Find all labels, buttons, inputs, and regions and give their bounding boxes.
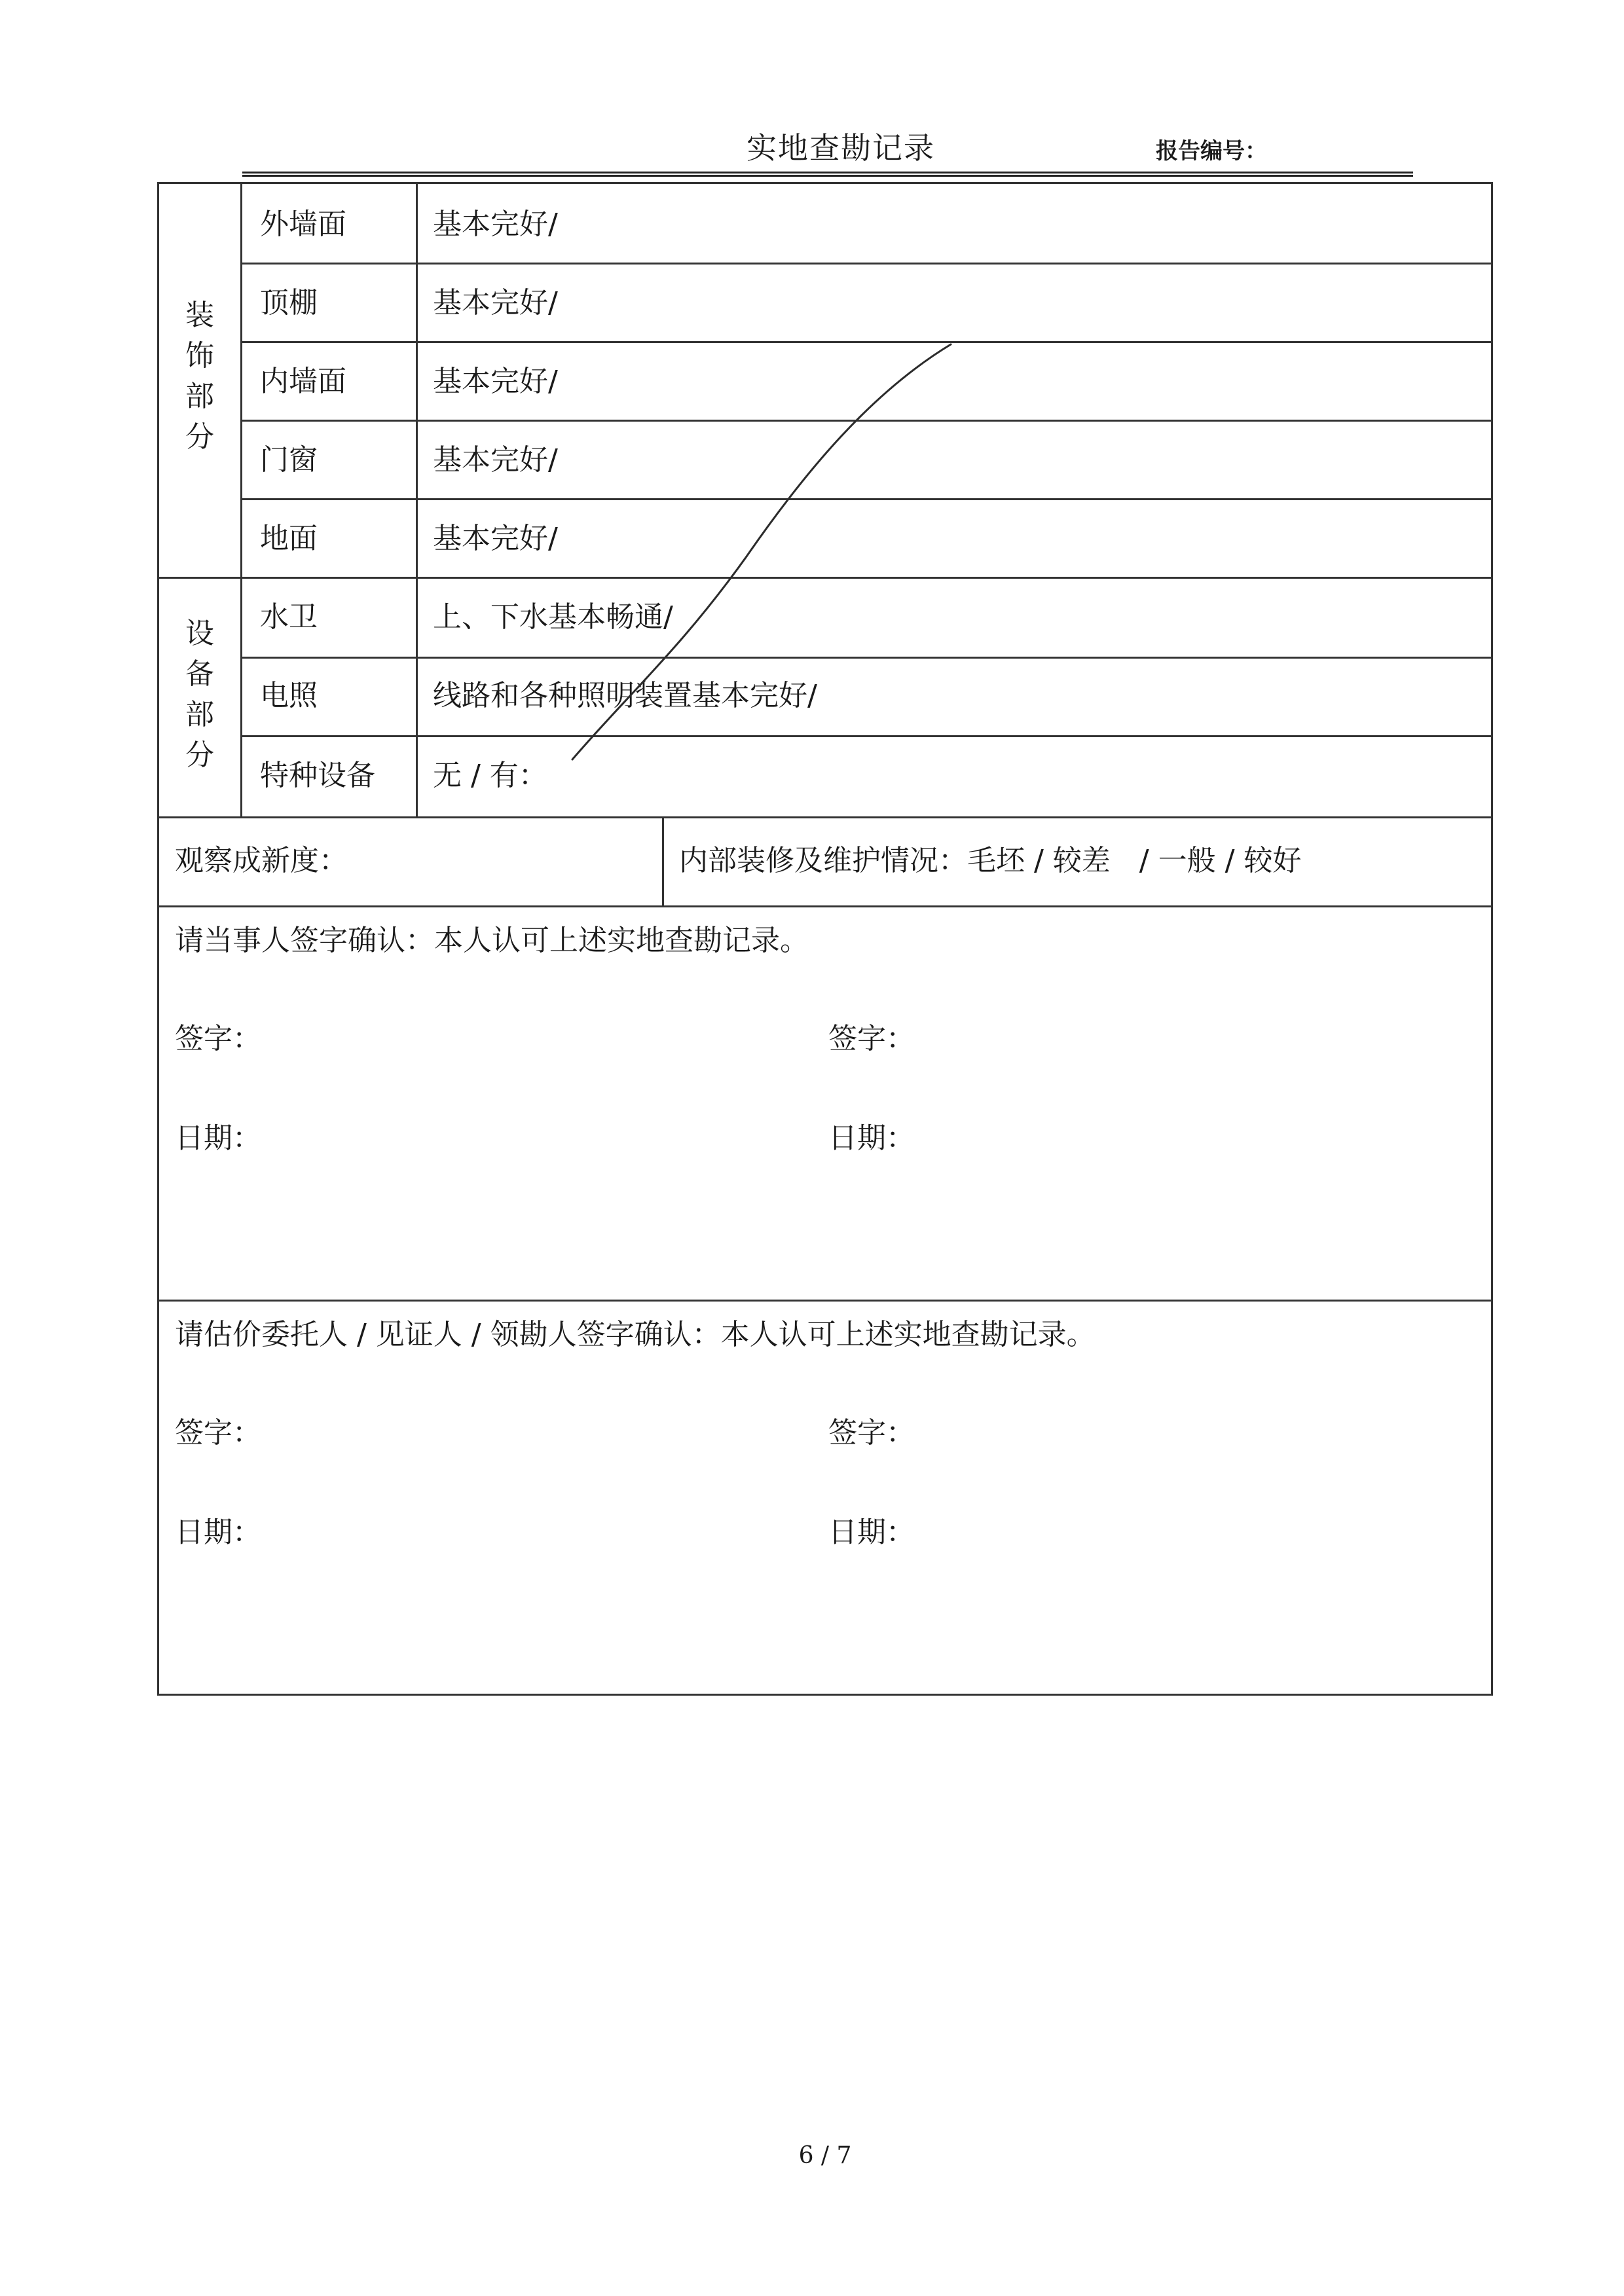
newness-label: 观察成新度：	[175, 844, 348, 877]
item-special-equipment: 特种设备	[260, 759, 375, 792]
value-interior-wall: 基本完好/	[433, 365, 558, 398]
group-label-char: 分	[185, 738, 214, 772]
report-number-label: 报告编号：	[1156, 138, 1267, 164]
item-plumbing: 水卫	[260, 600, 318, 634]
client-sign-right: 签字：	[828, 1416, 915, 1449]
group-label-char: 分	[185, 420, 214, 454]
interior-condition-label: 内部装修及维护情况：毛坯 / 较差 / 一般 / 较好	[679, 844, 1302, 877]
client-date-right: 日期：	[828, 1516, 915, 1549]
item-floor: 地面	[260, 522, 318, 555]
client-confirm-statement: 请估价委托人 / 见证人 / 领勘人签字确认：本人认可上述实地查勘记录。	[175, 1318, 1096, 1351]
group-label-char: 部	[185, 698, 214, 731]
value-lighting: 线路和各种照明装置基本完好/	[433, 679, 817, 712]
item-exterior-wall: 外墙面	[260, 208, 346, 241]
item-lighting: 电照	[260, 679, 318, 712]
party-sign-left: 签字：	[175, 1022, 261, 1055]
party-confirm-statement: 请当事人签字确认：本人认可上述实地查勘记录。	[175, 924, 809, 957]
item-interior-wall: 内墙面	[260, 365, 346, 398]
value-plumbing: 上、下水基本畅通/	[433, 600, 673, 634]
group-label-char: 设	[185, 617, 214, 650]
party-date-right: 日期：	[828, 1121, 915, 1155]
group-label-char: 装	[185, 299, 214, 332]
client-date-left: 日期：	[175, 1516, 261, 1549]
client-sign-left: 签字：	[175, 1416, 261, 1449]
value-ceiling: 基本完好/	[433, 286, 558, 319]
group-label-char: 备	[185, 657, 214, 691]
page-title: 实地查勘记录	[747, 130, 935, 166]
party-date-left: 日期：	[175, 1121, 261, 1155]
value-exterior-wall: 基本完好/	[433, 208, 558, 241]
group-label-char: 饰	[185, 339, 214, 373]
value-doors-windows: 基本完好/	[433, 443, 558, 477]
group-label-char: 部	[185, 380, 214, 413]
value-floor: 基本完好/	[433, 522, 558, 555]
party-sign-right: 签字：	[828, 1022, 915, 1055]
item-doors-windows: 门窗	[260, 443, 318, 477]
value-special-equipment: 无 / 有：	[433, 759, 547, 792]
item-ceiling: 顶棚	[260, 286, 318, 319]
page-number: 6 / 7	[798, 2142, 852, 2169]
